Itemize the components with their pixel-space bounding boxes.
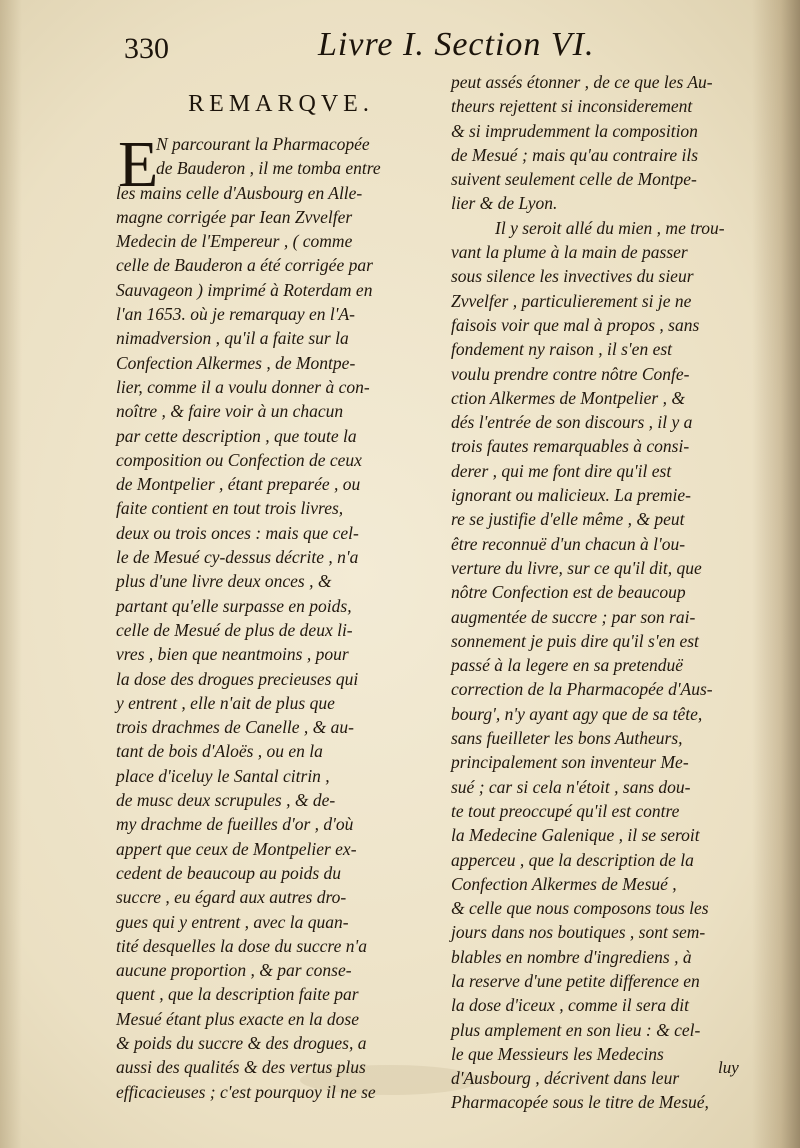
text-line: aussi des qualités & des vertus plus (116, 1057, 366, 1078)
text-line: plus d'une livre deux onces , & (116, 571, 332, 592)
text-line: sonnement je puis dire qu'il s'en est (451, 630, 699, 651)
catchword: luy (718, 1058, 739, 1077)
text-line: re se justifie d'elle même , & peut (451, 509, 685, 530)
section-title: REMARQVE. (188, 91, 374, 117)
page-header (0, 22, 800, 72)
opening-paragraph (116, 128, 428, 1104)
text-line: la reserve d'une petite difference en (451, 970, 700, 991)
text-line: Confection Alkermes de Mesué , (451, 873, 677, 894)
text-line: correction de la Pharmacopée d'Aus- (451, 679, 713, 700)
text-line: d'Ausbourg , décrivent dans leur (451, 1068, 680, 1089)
text-line: la dose d'iceux , comme il sera dit (451, 995, 689, 1016)
text-line: lier, comme il a voulu donner à con- (116, 376, 370, 397)
text-line: Pharmacopée sous le titre de Mesué, (451, 1092, 709, 1113)
text-line: être reconnuë d'un chacun à l'ou- (451, 533, 686, 554)
text-line: noître , & faire voir à un chacun (116, 401, 344, 422)
page-edge-shadow (0, 0, 22, 1148)
text-line: fondement ny raison , il s'en est (451, 339, 673, 360)
text-line: bourg', n'y ayant agy que de sa tête, (451, 703, 703, 724)
text-line: apperceu , que la description de la (451, 849, 694, 870)
text-line: peut assés étonner , de ce que les Au- (451, 72, 713, 92)
text-line: te tout preoccupé qu'il est contre (451, 800, 680, 821)
text-line: partant qu'elle surpasse en poids, (116, 595, 352, 616)
text-line: derer , qui me font dire qu'il est (451, 460, 672, 481)
right-column (451, 70, 756, 1115)
text-line: Confection Alkermes , de Montpe- (116, 352, 356, 373)
text-line: plus amplement en son lieu : & cel- (451, 1019, 701, 1040)
text-line: vant la plume à la main de passer (451, 242, 688, 263)
text-line: l'an 1653. où je remarquay en l'A- (116, 304, 355, 325)
text-line: place d'iceluy le Santal citrin , (116, 765, 330, 786)
text-line: ignorant ou malicieux. La premie- (451, 485, 691, 506)
text-line: dés l'entrée de son discours , il y a (451, 412, 693, 433)
text-line: celle de Mesué de plus de deux li- (116, 619, 353, 640)
text-line: tité desquelles la dose du succre n'a (116, 935, 367, 956)
text-line: le de Mesué cy-dessus décrite , n'a (116, 547, 359, 568)
text-line: tant de bois d'Aloës , ou en la (116, 741, 323, 762)
text-line: nôtre Confection est de beaucoup (451, 582, 686, 603)
text-line: le que Messieurs les Medecins (451, 1043, 664, 1064)
text-line: Sauvageon ) imprimé à Roterdam en (116, 279, 373, 300)
text-line: succre , eu égard aux autres dro- (116, 887, 347, 908)
text-line: verture du livre, sur ce qu'il dit, que (451, 557, 702, 578)
text-line: composition ou Confection de ceux (116, 449, 362, 470)
text-line: my drachme de fueilles d'or , d'où (116, 814, 354, 835)
text-line: blables en nombre d'ingrediens , à (451, 946, 692, 967)
text-line: theurs rejettent si inconsiderement (451, 96, 693, 117)
text-line: principalement son inventeur Me- (451, 752, 689, 773)
text-line: nimadversion , qu'il a faite sur la (116, 328, 349, 349)
text-line: faite contient en tout trois livres, (116, 498, 344, 519)
text-line: sué ; car si cela n'étoit , sans dou- (451, 776, 691, 797)
text-line: sans fueilleter les bons Autheurs, (451, 728, 683, 749)
text-line: & si imprudemment la composition (451, 120, 698, 141)
text-line: Mesué étant plus exacte en la dose (116, 1008, 359, 1029)
text-line: gues qui y entrent , avec la quan- (116, 911, 349, 932)
left-column-lines (116, 128, 428, 1104)
text-line: jours dans nos boutiques , sont sem- (451, 922, 706, 943)
text-line: suivent seulement celle de Montpe- (451, 169, 697, 190)
left-column (116, 88, 428, 1104)
text-line: par cette description , que toute la (116, 425, 357, 446)
text-line: magne corrigée par Iean Zvvelfer (116, 206, 353, 227)
text-line: Zvvelfer , particulierement si je ne (451, 290, 692, 311)
text-line: lier & de Lyon. (451, 193, 558, 214)
text-line: cedent de beaucoup au poids du (116, 862, 342, 883)
text-line: voulu prendre contre nôtre Confe- (451, 363, 690, 384)
text-line: passé à la legere en sa pretenduë (451, 655, 683, 676)
text-line: & poids du succre & des drogues, a (116, 1032, 367, 1053)
page-number: 330 (124, 32, 169, 65)
text-line: y entrent , elle n'ait de plus que (116, 692, 335, 713)
binding-gutter-shadow (752, 0, 800, 1148)
text-line: vres , bien que neantmoins , pour (116, 644, 349, 665)
text-line: celle de Bauderon a été corrigée par (116, 255, 373, 276)
text-line: trois fautes remarquables à consi- (451, 436, 690, 457)
right-column-lines (451, 70, 756, 1115)
text-line: trois drachmes de Canelle , & au- (116, 717, 355, 738)
text-line: augmentée de succre ; par son rai- (451, 606, 696, 627)
text-line: la dose des drogues precieuses qui (116, 668, 359, 689)
text-line: sous silence les invectives du sieur (451, 266, 694, 287)
text-line: de Bauderon , il me tomba entre (156, 158, 381, 179)
text-line: quent , que la description faite par (116, 984, 359, 1005)
text-line: N parcourant la Pharmacopée (156, 134, 370, 154)
text-line: ction Alkermes de Montpelier , & (451, 387, 685, 408)
text-line: les mains celle d'Ausbourg en Alle- (116, 182, 363, 203)
text-line: de musc deux scrupules , & de- (116, 790, 336, 811)
text-line: Il y seroit allé du mien , me trou- (495, 217, 725, 238)
text-line: Medecin de l'Empereur , ( comme (116, 231, 353, 252)
text-line: de Mesué ; mais qu'au contraire ils (451, 144, 699, 165)
text-line: la Medecine Galenique , il se seroit (451, 825, 700, 846)
text-line: aucune proportion , & par conse- (116, 960, 352, 981)
drop-cap: E (118, 128, 159, 201)
text-line: faisois voir que mal à propos , sans (451, 314, 700, 335)
text-line: deux ou trois onces : mais que cel- (116, 522, 359, 543)
text-line: & celle que nous composons tous les (451, 898, 709, 919)
text-line: appert que ceux de Montpelier ex- (116, 838, 357, 859)
text-line: de Montpelier , étant preparée , ou (116, 474, 361, 495)
running-head: Livre I. Section VI. (318, 26, 595, 63)
text-line: efficacieuses ; c'est pourquoy il ne se (116, 1081, 376, 1102)
